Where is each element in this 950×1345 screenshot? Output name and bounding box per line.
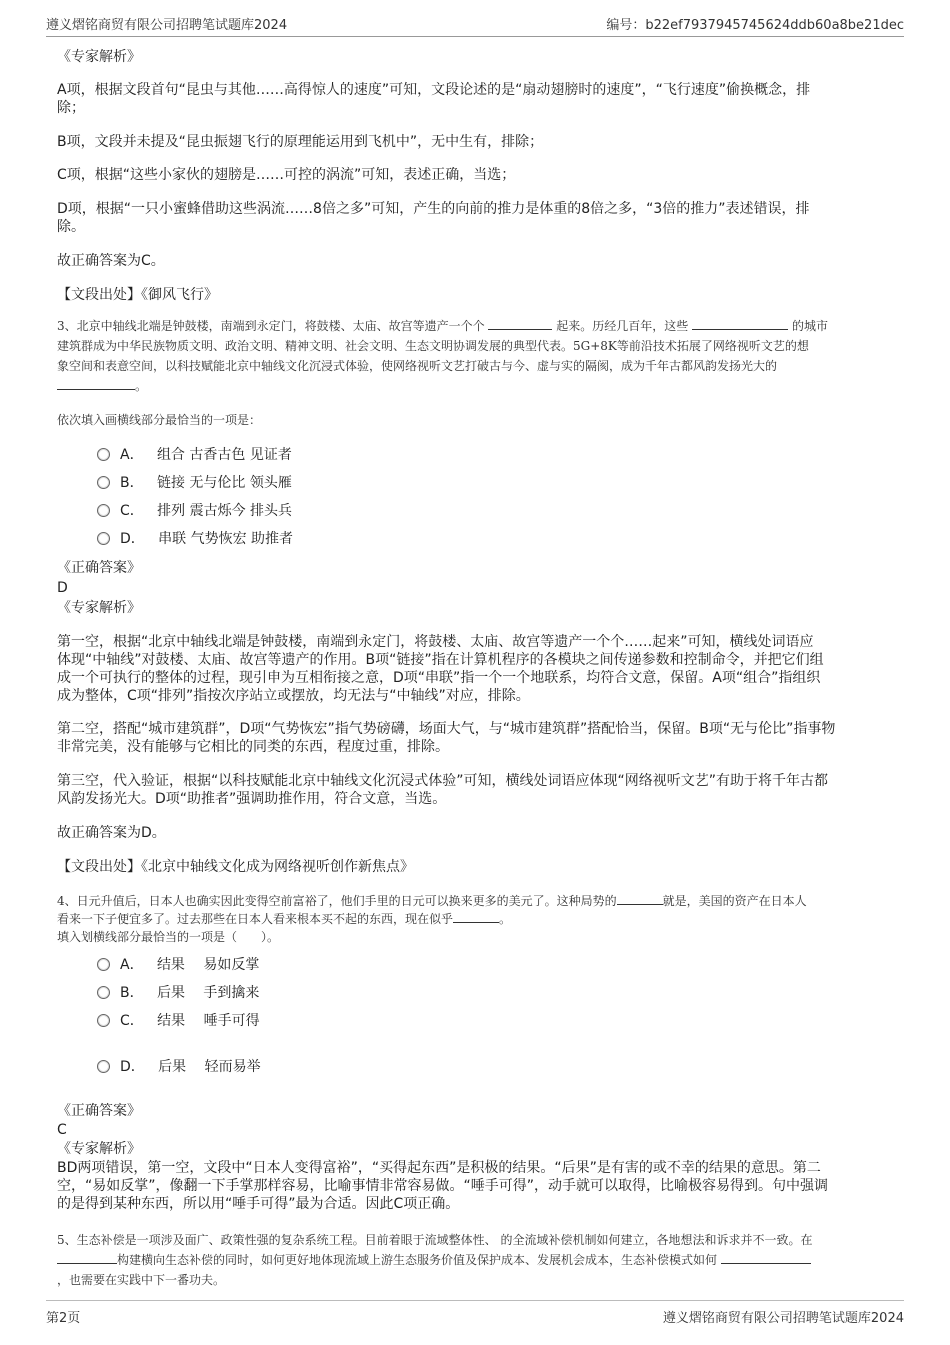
option-key: A． bbox=[120, 447, 144, 463]
page-footer bbox=[46, 1300, 904, 1327]
radio-icon[interactable] bbox=[97, 986, 110, 999]
q4-option-d[interactable] bbox=[97, 1058, 261, 1076]
header-doc-id: 编号：b22ef7937945745624ddb60a8be21dec bbox=[606, 18, 904, 33]
q3-conclusion: 故正确答案为D。 bbox=[57, 825, 166, 841]
radio-icon[interactable] bbox=[97, 448, 110, 461]
q4-stem bbox=[57, 892, 892, 946]
option-key: A． bbox=[120, 957, 144, 973]
q2-analysis-label: 《专家解析》 bbox=[57, 49, 141, 65]
q4-option-c[interactable] bbox=[97, 1012, 260, 1030]
q2-conclusion: 故正确答案为C。 bbox=[57, 253, 165, 269]
q5-blank-1 bbox=[57, 1251, 117, 1264]
option-text: 链接 无与伦比 领头雁 bbox=[156, 475, 292, 491]
q2-analysis-d bbox=[57, 200, 892, 236]
q3-analysis-p2-line2: 非常完美，没有能够与它相比的同类的东西，程度过重，排除。 bbox=[57, 739, 449, 755]
q2-analysis-c: C项，根据“这些小家伙的翅膀是……可控的涡流”可知，表述正确，当选； bbox=[57, 167, 516, 183]
q5-stem-line2 bbox=[57, 1251, 892, 1269]
option-text: 后果 轻而易举 bbox=[158, 1059, 261, 1075]
q3-analysis-p1-line3: 成一个可执行的整体的过程，现引申为互相衔接之意，D项“串联”指一个一个地联系，均符合文意，保留。A项“组合”指组织 bbox=[57, 670, 821, 686]
q3-analysis-p3-line1: 第三空，代入验证，根据“以科技赋能北京中轴线文化沉浸式体验”可知，横线处词语应体现“网络视听文艺”有助于将千年古都 bbox=[57, 773, 829, 789]
option-key: C． bbox=[120, 503, 144, 519]
option-text: 结果 易如反掌 bbox=[156, 957, 260, 973]
radio-icon[interactable] bbox=[97, 1060, 110, 1073]
q5-stem-line1: 5、生态补偿是一项涉及面广、政策性强的复杂系统工程。目前着眼于流域整体性、 的全流域补偿机制如何建立，各地想法和诉求并不一致。在 bbox=[57, 1233, 813, 1247]
q3-analysis-p1 bbox=[57, 633, 892, 705]
q5-stem-line3: ，也需要在实践中下一番功夫。 bbox=[57, 1273, 226, 1287]
q3-blank-3 bbox=[57, 377, 135, 390]
q3-analysis-p2 bbox=[57, 720, 892, 756]
q4-analysis-line1: BD两项错误，第一空，文段中“日本人变得富裕”，“买得起东西”是积极的结果。“后果”是有害的或不幸的结果的意思。第二 bbox=[57, 1160, 821, 1176]
header-title: 遵义熠铭商贸有限公司招聘笔试题库2024 bbox=[46, 18, 288, 33]
page-header bbox=[46, 14, 904, 37]
q4-stem-line1 bbox=[57, 892, 892, 910]
q3-answer: D bbox=[57, 580, 68, 596]
q4-analysis-label: 《专家解析》 bbox=[57, 1141, 141, 1157]
q3-stem-line3: 象空间和表意空间，以科技赋能北京中轴线文化沉浸式体验，使网络视听文艺打破古与今、虚与实的隔阂，成为千年古都风韵发扬光大的 bbox=[57, 359, 778, 373]
q3-stem-line1 bbox=[57, 317, 892, 335]
q4-answer: C bbox=[57, 1122, 67, 1138]
q3-option-b[interactable] bbox=[97, 474, 292, 492]
q3-stem-line1-part1: 3、北京中轴线北端是钟鼓楼，南端到永定门，将鼓楼、太庙、故宫等遗产一个个 bbox=[57, 319, 485, 333]
q3-analysis-p1-line2: 体现“中轴线”对鼓楼、太庙、故宫等遗产的作用。B项“链接”指在计算机程序的各模块之间传递参数和控制命令，并把它们组 bbox=[57, 652, 824, 668]
q3-stem bbox=[57, 317, 892, 395]
option-text: 后果 手到擒来 bbox=[156, 985, 260, 1001]
q3-blank-2 bbox=[692, 317, 788, 330]
option-key: B． bbox=[120, 475, 144, 491]
q4-answer-label: 《正确答案》 bbox=[57, 1103, 141, 1119]
option-key: D． bbox=[120, 531, 145, 547]
radio-icon[interactable] bbox=[97, 1014, 110, 1027]
q3-stem-line4-end: 。 bbox=[135, 379, 148, 393]
q3-option-c[interactable] bbox=[97, 502, 292, 520]
q4-blank-2 bbox=[453, 910, 499, 923]
option-key: B． bbox=[120, 985, 144, 1001]
q3-analysis-p3-line2: 风韵发扬光大。D项“助推者”强调助推作用，符合文意，当选。 bbox=[57, 791, 447, 807]
radio-icon[interactable] bbox=[97, 958, 110, 971]
q4-stem-line2-part1: 看来一下子便宜多了。过去那些在日本人看来根本买不起的东西，现在似乎 bbox=[57, 912, 454, 926]
q2-source: 【文段出处】《御风飞行》 bbox=[57, 287, 218, 303]
q5-stem-line2-text: 构建横向生态补偿的同时，如何更好地体现流域上游生态服务价值及保护成本、发展机会成本，生态补偿模式如何 bbox=[117, 1253, 718, 1267]
q4-analysis-line2: 空，“易如反掌”，像翻一下手掌那样容易，比喻事情非常容易做。“唾手可得”，动手就可以取得，比喻极容易得到。句中强调 bbox=[57, 1178, 829, 1194]
q3-prompt: 依次填入画横线部分最恰当的一项是： bbox=[57, 413, 262, 427]
q2-analysis-d-line2: 除。 bbox=[57, 219, 85, 235]
q3-analysis-label: 《专家解析》 bbox=[57, 600, 141, 616]
q3-stem-line1-part2: 起来。历经几百年，这些 bbox=[556, 319, 689, 333]
q2-analysis-a-line1: A项，根据文段首句“昆虫与其他……高得惊人的速度”可知，文段论述的是“扇动翅膀时的速度”，“飞行速度”偷换概念，排 bbox=[57, 82, 811, 98]
footer-page-number: 第2页 bbox=[46, 1311, 81, 1326]
q4-stem-line2 bbox=[57, 910, 892, 928]
radio-icon[interactable] bbox=[97, 476, 110, 489]
footer-title: 遵义熠铭商贸有限公司招聘笔试题库2024 bbox=[662, 1311, 904, 1326]
q4-stem-line2-end: 。 bbox=[499, 912, 512, 926]
option-text: 排列 震古烁今 排头兵 bbox=[157, 503, 293, 519]
q4-stem-line1-part2: 就是，美国的资产在日本人 bbox=[662, 894, 807, 908]
q3-answer-label: 《正确答案》 bbox=[57, 560, 141, 576]
q3-stem-line2: 建筑群成为中华民族物质文明、政治文明、精神文明、社会文明、生态文明协调发展的典型代表。5G+8K等前沿技术拓展了网络视听文艺的想 bbox=[57, 339, 809, 353]
q3-option-d[interactable] bbox=[97, 530, 293, 548]
q3-option-a[interactable] bbox=[97, 446, 292, 464]
q4-analysis bbox=[57, 1159, 892, 1213]
q4-option-a[interactable] bbox=[97, 956, 259, 974]
option-text: 结果 唾手可得 bbox=[157, 1013, 260, 1029]
q5-blank-2 bbox=[721, 1251, 811, 1264]
q3-analysis-p1-line4: 成为整体，C项“排列”指按次序站立或摆放，均无法与“中轴线”对应，排除。 bbox=[57, 688, 530, 704]
q5-stem bbox=[57, 1231, 892, 1289]
q3-stem-line1-part3: 的城市 bbox=[791, 319, 828, 333]
option-text: 串联 气势恢宏 助推者 bbox=[158, 531, 294, 547]
q3-blank-1 bbox=[488, 317, 552, 330]
option-text: 组合 古香古色 见证者 bbox=[156, 447, 292, 463]
q4-option-b[interactable] bbox=[97, 984, 259, 1002]
option-key: D． bbox=[120, 1059, 145, 1075]
q2-analysis-b: B项，文段并未提及“昆虫振翅飞行的原理能运用到飞机中”，无中生有，排除； bbox=[57, 134, 544, 150]
q3-analysis-p3 bbox=[57, 772, 892, 808]
q4-stem-line1-part1: 4、日元升值后，日本人也确实因此变得空前富裕了，他们手里的日元可以换来更多的美元了。这种局势的 bbox=[57, 894, 617, 908]
q3-analysis-p2-line1: 第二空，搭配“城市建筑群”，D项“气势恢宏”指气势磅礴，场面大气，与“城市建筑群”搭配恰当，保留。B项“无与伦比”指事物 bbox=[57, 721, 836, 737]
q2-analysis-d-line1: D项，根据“一只小蜜蜂借助这些涡流……8倍之多”可知，产生的向前的推力是体重的8倍之多，“3倍的推力”表述错误，排 bbox=[57, 201, 810, 217]
q4-analysis-line3: 的是得到某种东西，所以用“唾手可得”最为合适。因此C项正确。 bbox=[57, 1196, 460, 1212]
q4-prompt: 填入划横线部分最恰当的一项是（ ）。 bbox=[57, 930, 280, 944]
q2-analysis-a bbox=[57, 81, 892, 117]
q4-blank-1 bbox=[617, 892, 663, 905]
radio-icon[interactable] bbox=[97, 504, 110, 517]
q2-analysis-a-line2: 除； bbox=[57, 100, 85, 116]
q3-analysis-p1-line1: 第一空，根据“北京中轴线北端是钟鼓楼，南端到永定门，将鼓楼、太庙、故宫等遗产一个个……起来”可知，横线处词语应 bbox=[57, 634, 814, 650]
radio-icon[interactable] bbox=[97, 532, 110, 545]
q3-stem-line4 bbox=[57, 377, 892, 395]
q3-source: 【文段出处】《北京中轴线文化成为网络视听创作新焦点》 bbox=[57, 859, 414, 875]
option-key: C． bbox=[120, 1013, 144, 1029]
